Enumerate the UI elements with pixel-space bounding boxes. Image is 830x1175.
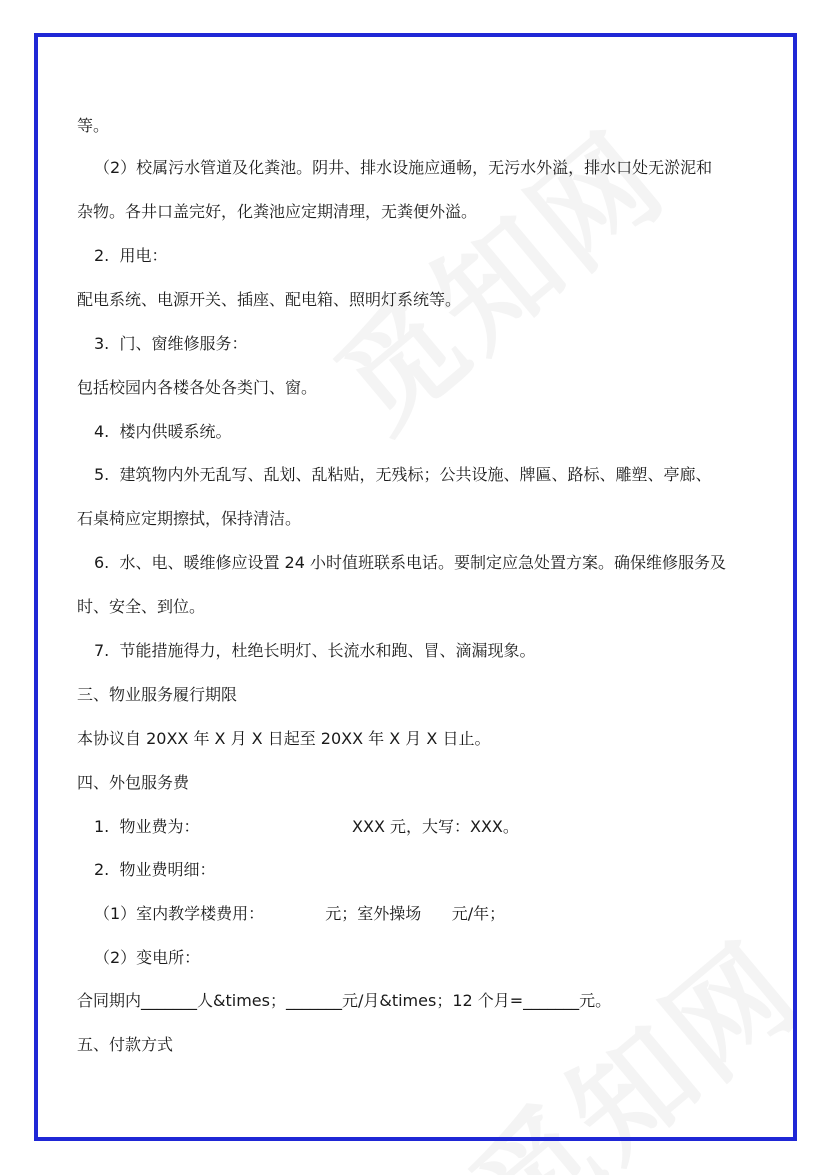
- text-line: 配电系统、电源开关、插座、配电箱、照明灯系统等。: [77, 290, 462, 309]
- text-line: 时、安全、到位。: [77, 597, 206, 616]
- page-border: [34, 33, 797, 1141]
- text-line: 石桌椅应定期擦拭，保持清洁。: [77, 509, 302, 528]
- text-line: 本协议自 20XX 年 X 月 X 日起至 20XX 年 X 月 X 日止。: [77, 729, 491, 748]
- text-line: 2. 物业费明细：: [94, 860, 216, 879]
- text-line: 7. 节能措施得力，杜绝长明灯、长流水和跑、冒、滴漏现象。: [94, 641, 536, 660]
- text-line: 6. 水、电、暖维修应设置 24 小时值班联系电话。要制定应急处置方案。确保维修服务及: [94, 553, 726, 572]
- text-line: 杂物。各井口盖完好，化粪池应定期清理，无粪便外溢。: [77, 202, 478, 221]
- text-line: 合同期内_______人&times；_______元/月&times；12 个月=_______元。: [77, 991, 612, 1010]
- text-line: 4. 楼内供暖系统。: [94, 422, 232, 441]
- text-line: 1. 物业费为： XXX 元，大写：XXX。: [94, 817, 519, 836]
- text-line: 包括校园内各楼各处各类门、窗。: [77, 378, 318, 397]
- text-line: 2. 用电：: [94, 246, 168, 265]
- section-heading: 三、物业服务履行期限: [77, 685, 238, 704]
- text-line: （1）室内教学楼费用： 元；室外操场 元/年；: [94, 904, 506, 923]
- text-line: 5. 建筑物内外无乱写、乱划、乱粘贴，无残标；公共设施、牌匾、路标、雕塑、亭廊、: [94, 465, 712, 484]
- text-line: （2）变电所：: [94, 948, 201, 967]
- text-line: 等。: [77, 116, 110, 135]
- section-heading: 四、外包服务费: [77, 773, 190, 792]
- section-heading: 五、付款方式: [77, 1035, 174, 1054]
- text-line: （2）校属污水管道及化粪池。阴井、排水设施应通畅，无污水外溢，排水口处无淤泥和: [94, 158, 713, 177]
- text-line: 3. 门、窗维修服务：: [94, 334, 248, 353]
